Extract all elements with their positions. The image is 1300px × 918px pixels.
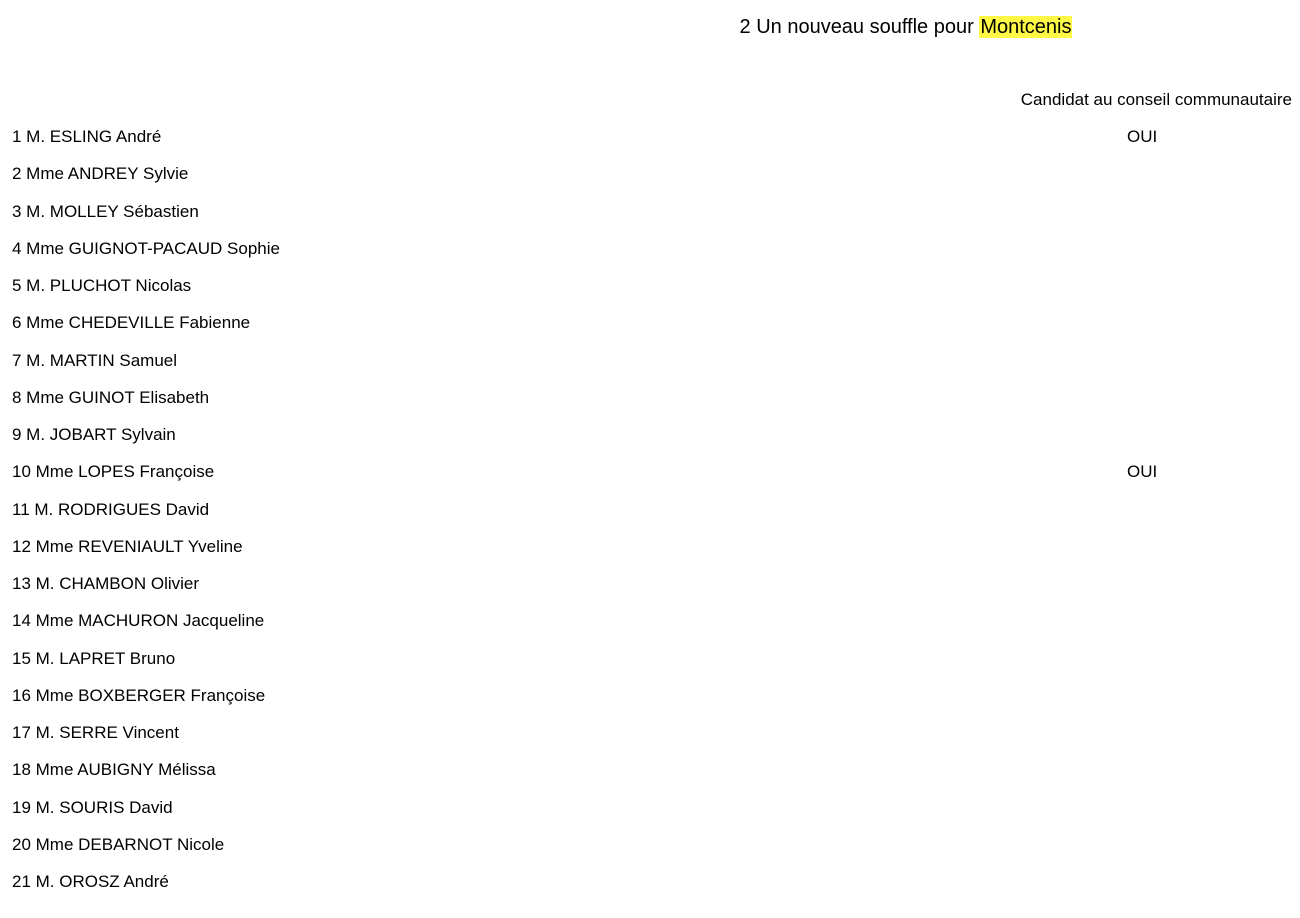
candidate-name: 6 Mme CHEDEVILLE Fabienne xyxy=(12,313,251,333)
candidate-name: 10 Mme LOPES Françoise xyxy=(12,462,215,482)
candidate-row xyxy=(0,193,1300,230)
candidate-row xyxy=(0,640,1300,677)
candidate-row xyxy=(0,491,1300,528)
candidate-name: 19 M. SOURIS David xyxy=(12,797,173,817)
candidate-name: 17 M. SERRE Vincent xyxy=(12,723,179,742)
candidate-name: 9 M. JOBART Sylvain xyxy=(12,425,176,444)
candidate-name: 15 M. LAPRET Bruno xyxy=(12,648,176,668)
list-title xyxy=(0,16,1300,39)
community-candidate-flag: OUI xyxy=(1127,462,1158,482)
candidate-row xyxy=(0,565,1300,602)
candidate-row xyxy=(0,416,1300,453)
candidate-name: 3 M. MOLLEY Sébastien xyxy=(12,201,199,221)
candidate-row xyxy=(0,602,1300,639)
list-title-prefix: 2 Un nouveau souffle pour xyxy=(739,16,980,38)
candidate-row xyxy=(0,714,1300,751)
candidate-row xyxy=(0,453,1300,490)
candidate-row xyxy=(0,304,1300,341)
candidate-name: 11 M. RODRIGUES David xyxy=(12,499,210,519)
candidate-row xyxy=(0,155,1300,192)
candidate-name: 5 M. PLUCHOT Nicolas xyxy=(12,276,192,295)
candidate-name: 20 Mme DEBARNOT Nicole xyxy=(12,834,225,854)
commune-name-highlight: Montcenis xyxy=(980,16,1072,38)
candidate-row xyxy=(0,751,1300,788)
candidate-row xyxy=(0,118,1300,155)
candidate-row xyxy=(0,789,1300,826)
candidate-row xyxy=(0,677,1300,714)
candidate-row xyxy=(0,267,1300,304)
candidate-row xyxy=(0,342,1300,379)
candidate-name: 21 M. OROSZ André xyxy=(12,872,169,891)
candidate-row xyxy=(0,528,1300,565)
candidate-name: 18 Mme AUBIGNY Mélissa xyxy=(12,760,216,780)
candidate-name: 12 Mme REVENIAULT Yveline xyxy=(12,536,243,556)
candidate-row xyxy=(0,826,1300,863)
candidate-name: 8 Mme GUINOT Elisabeth xyxy=(12,387,210,407)
candidate-name: 16 Mme BOXBERGER Françoise xyxy=(12,685,266,705)
candidate-name: 1 M. ESLING André xyxy=(12,127,162,146)
candidate-row xyxy=(0,863,1300,900)
candidate-name: 13 M. CHAMBON Olivier xyxy=(12,574,200,593)
candidate-row xyxy=(0,230,1300,267)
candidate-name: 14 Mme MACHURON Jacqueline xyxy=(12,611,265,631)
candidate-name: 7 M. MARTIN Samuel xyxy=(12,350,178,370)
community-council-column-header: Candidat au conseil communautaire xyxy=(1020,90,1292,109)
candidate-name: 4 Mme GUIGNOT-PACAUD Sophie xyxy=(12,238,280,258)
candidate-list xyxy=(0,118,1300,900)
community-candidate-flag: OUI xyxy=(1127,127,1158,146)
candidate-row xyxy=(0,379,1300,416)
candidate-name: 2 Mme ANDREY Sylvie xyxy=(12,164,189,184)
